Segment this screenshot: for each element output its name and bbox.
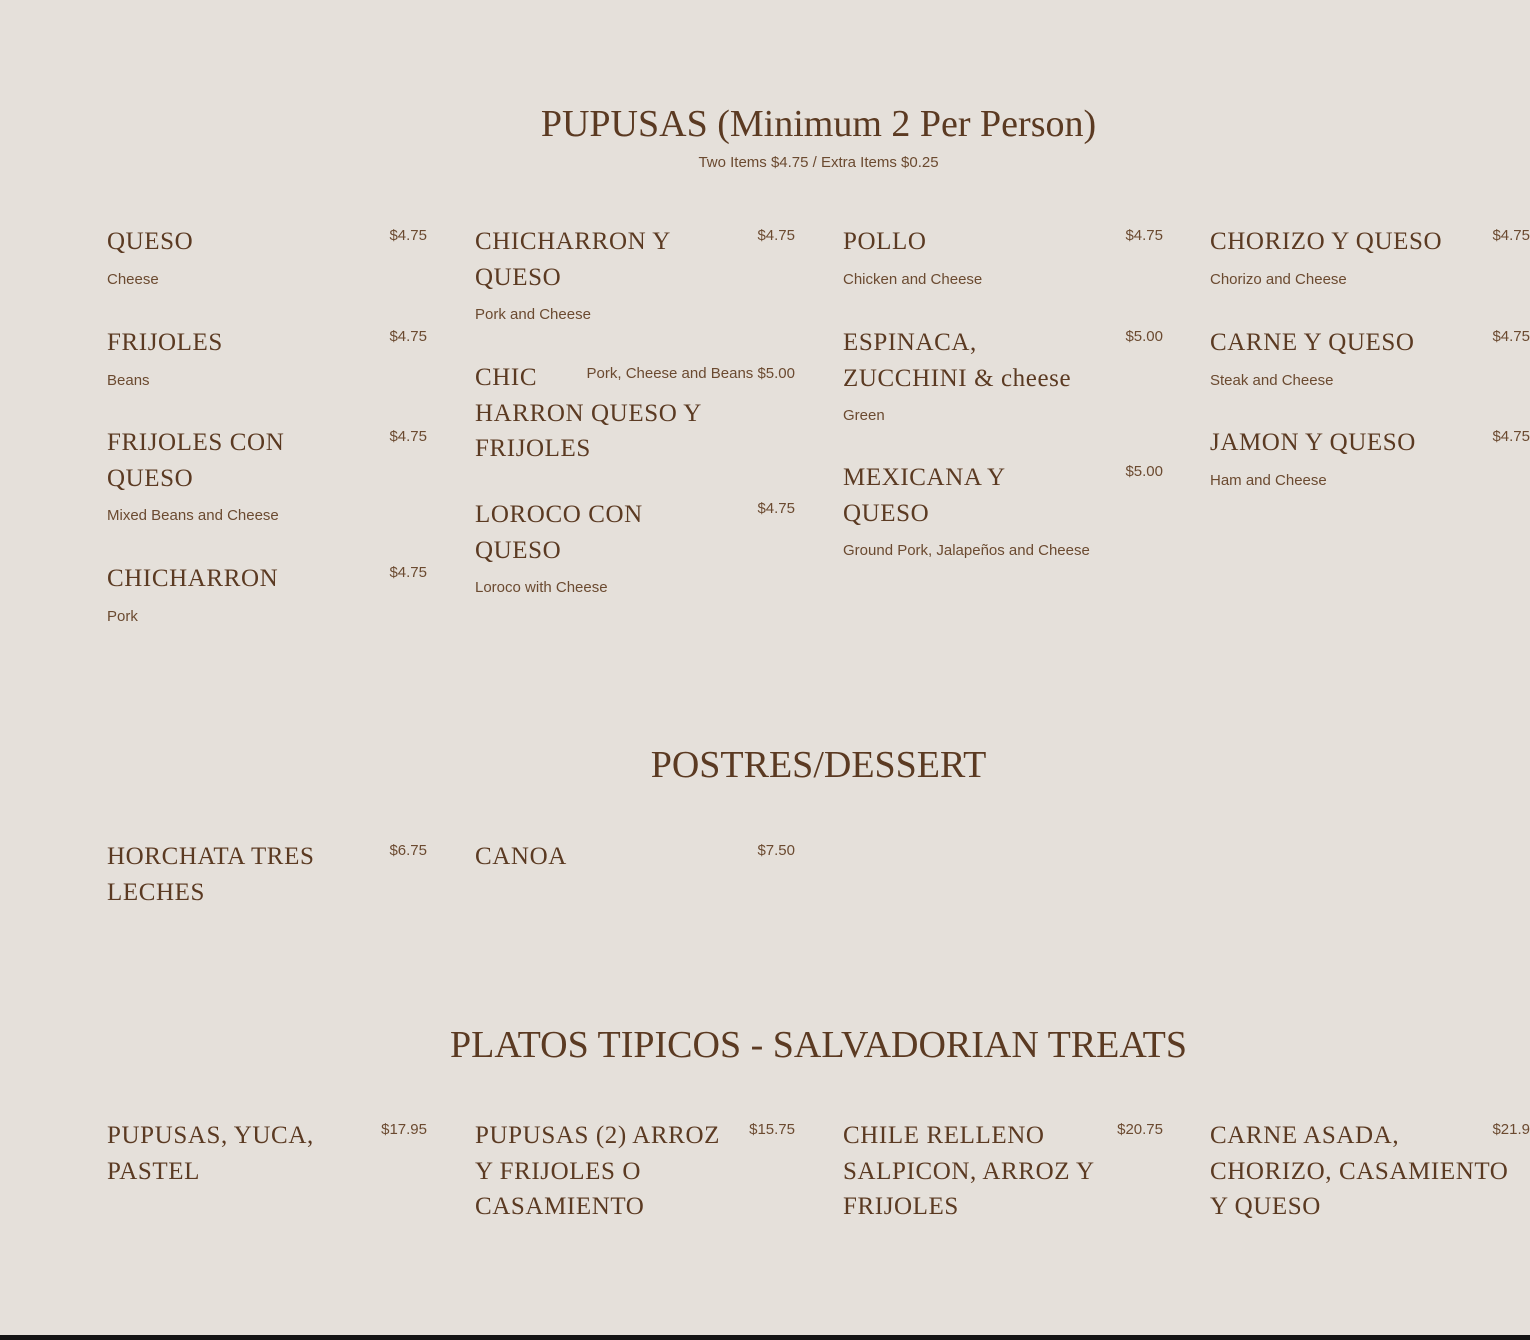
menu-item-name: CARNE Y QUESO <box>1210 329 1415 356</box>
menu-item-price: $4.75 <box>1492 328 1530 345</box>
menu-item-description: Chorizo and Cheese <box>1210 270 1347 288</box>
menu-item-name: CARNE ASADA, CHORIZO, CASAMIENTO Y QUESO <box>1210 1122 1509 1220</box>
menu-item-name: ESPINACA, ZUCCHINI & cheese <box>843 329 1072 392</box>
menu-item-description: Chicken and Cheese <box>843 270 983 288</box>
menu-item <box>107 1118 427 1189</box>
menu-item-name: CHIC HARRON QUESO Y FRIJOLES <box>475 364 702 462</box>
menu-item-price: $5.00 <box>1125 463 1163 480</box>
menu-item-description: Pork and Cheese <box>475 306 591 323</box>
menu-item-name: CHICHARRON <box>107 565 279 592</box>
section-title-pupusas: PUPUSAS (Minimum 2 Per Person) <box>540 103 1097 145</box>
menu-item-price: $15.75 <box>749 1121 795 1138</box>
section-title-platos: PLATOS TIPICOS - SALVADORIAN TREATS <box>450 1024 1187 1066</box>
menu-item-price: $4.75 <box>389 428 427 445</box>
menu-item-name: MEXICANA Y QUESO <box>843 464 1005 527</box>
menu-item <box>1210 425 1530 491</box>
menu-item-name: CHICHARRON Y QUESO <box>475 228 670 291</box>
menu-item-name: CHORIZO Y QUESO <box>1210 228 1443 255</box>
menu-item-price: $5.00 <box>1125 328 1163 345</box>
menu-item-price: $7.50 <box>757 842 795 859</box>
menu-item <box>107 425 427 526</box>
menu-item-price: $4.75 <box>757 227 795 244</box>
menu-item-description: Pork <box>107 607 138 625</box>
menu-item <box>843 224 1163 290</box>
menu-item-price: $4.75 <box>389 564 427 581</box>
menu-item <box>1210 224 1530 290</box>
menu-item <box>107 325 427 391</box>
menu-item <box>843 325 1163 426</box>
menu-item-description: Ham and Cheese <box>1210 471 1327 489</box>
menu-item <box>1210 325 1530 391</box>
menu-item <box>107 561 427 627</box>
bottom-border <box>0 1335 1530 1340</box>
menu-item <box>475 839 795 875</box>
menu-item-name: JAMON Y QUESO <box>1210 429 1416 456</box>
menu-item-name: PUPUSAS, YUCA, PASTEL <box>107 1122 314 1185</box>
menu-item-description: Cheese <box>107 270 159 288</box>
menu-item <box>843 460 1163 561</box>
menu-item-price: $4.75 <box>389 328 427 345</box>
menu-item-price: $4.75 <box>389 227 427 244</box>
menu-item-description: Loroco with Cheese <box>475 579 608 596</box>
menu-item-price: Pork, Cheese and Beans $5.00 <box>586 365 795 382</box>
menu-item-description: Mixed Beans and Cheese <box>107 507 279 524</box>
menu-item-name: POLLO <box>843 228 927 255</box>
menu-item-description: Steak and Cheese <box>1210 371 1334 389</box>
menu-item-price: $4.75 <box>1492 428 1530 445</box>
menu-item <box>475 360 795 467</box>
menu-item-description: Ground Pork, Jalapeños and Cheese <box>843 542 1090 559</box>
menu-item-name: CANOA <box>475 843 567 870</box>
menu-item-price: $21.9 <box>1492 1121 1530 1138</box>
menu-item-price: $4.75 <box>757 500 795 517</box>
menu-item-description: Beans <box>107 371 150 389</box>
menu-item <box>475 1118 795 1225</box>
menu-item <box>1210 1118 1530 1225</box>
section-title-postres: POSTRES/DESSERT <box>650 744 987 786</box>
menu-item-description: Green <box>843 407 885 424</box>
menu-item-name: PUPUSAS (2) ARROZ Y FRIJOLES O CASAMIENTO <box>475 1122 720 1220</box>
menu-item-name: CHILE RELLENO SALPICON, ARROZ Y FRIJOLES <box>843 1122 1094 1220</box>
menu-item-name: HORCHATA TRES LECHES <box>107 843 315 906</box>
menu-item <box>475 497 795 598</box>
menu-item-name: FRIJOLES CON QUESO <box>107 429 285 492</box>
menu-item-price: $17.95 <box>381 1121 427 1138</box>
menu-item-price: $20.75 <box>1117 1121 1163 1138</box>
menu-item <box>107 224 427 290</box>
menu-item-price: $6.75 <box>389 842 427 859</box>
menu-item-name: QUESO <box>107 228 194 255</box>
menu-item-name: FRIJOLES <box>107 329 223 356</box>
menu-item-price: $4.75 <box>1492 227 1530 244</box>
menu-item <box>843 1118 1163 1225</box>
menu-item-price: $4.75 <box>1125 227 1163 244</box>
section-subtitle-pupusas: Two Items $4.75 / Extra Items $0.25 <box>698 154 939 171</box>
menu-item <box>475 224 795 325</box>
menu-item-name: LOROCO CON QUESO <box>475 501 643 564</box>
menu-item <box>107 839 427 910</box>
